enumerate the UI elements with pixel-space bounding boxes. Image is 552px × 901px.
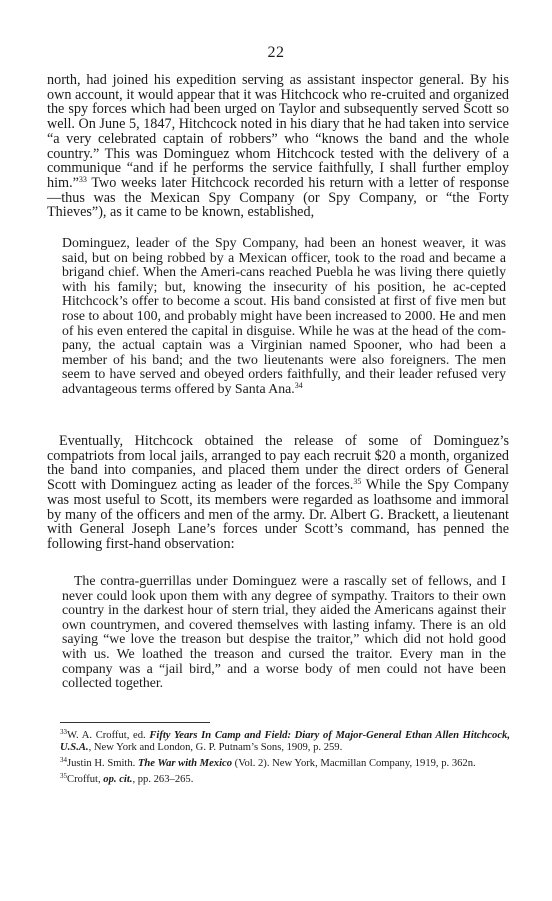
footnote-title: The War with Mexico — [137, 758, 233, 769]
footnote-text: (Vol. 2). New York, Macmillan Company, 1919, p. 362n. — [232, 758, 476, 769]
footnote-text: Justin H. Smith. — [67, 758, 138, 769]
footnote-rule — [60, 722, 210, 723]
footnote-title: Fifty Years In Camp and Field: Diary of Major-General Ethan Allen Hitchcock, U.S.A. — [60, 730, 511, 753]
paragraph-2 — [47, 434, 509, 552]
footnote-number: 33 — [60, 728, 67, 736]
paragraph-1-text: north, had joined his expedition serving as assistant inspector general. By his own account, it would appear that it was Hitchcock who re-cruited and organized the spy forces which had been urged on Taylor and subsequently served Scott so well. On June 5, 1847, Hitchcock noted in his diary that he had taken into service “a very celebrated captain of robbers” who “knows the band and the whole country.” This was Dominguez whom Hitchcock tested with the delivery of a communique “and if he performs the service faithfully, I shall further employ him.” — [47, 72, 509, 191]
footnote-text: , New York and London, G. P. Putnam’s Sons, 1909, p. 259. — [88, 742, 343, 753]
paragraph-2-text-b: While the Spy Company was most useful to Scott, its members were regarded as loathsome and immoral by many of the officers and men of the army. Dr. Albert G. Brackett, a lieutenant with General Joseph Lane’s forces under Scott’s command, has penned the following first-hand observation: — [47, 477, 509, 552]
footnote-34 — [60, 754, 510, 770]
footnote-35 — [60, 770, 510, 786]
paragraph-2-text-a: Eventually, Hitchcock obtained the release of some of Dominguez’s compatriots from local jails, arranged to pay each recruit $20 a month, organized the band into companies, and placed them under the direct orders of General Scott with Dominguez acting as leader of the forces. — [47, 433, 509, 494]
page-number: 22 — [267, 44, 285, 61]
footnote-33 — [60, 726, 510, 754]
block-quote-1-text: Dominguez, leader of the Spy Company, had been an honest weaver, it was said, but on being robbed by a Mexican officer, took to the road and became a brigand chief. When the Ameri-cans reached Puebla he was living there quietly with his family; but, knowing the insecurity of his position, he ac-cepted Hitchcock’s offer to become a scout. His band consisted at first of five men but rose to about 100, and probably might have been increased to 2000. He and men of his even entered the capital in disguise. While he was at the head of the com-pany, the actual captain was a Virginian named Spooner, who had been a member of his band; and the two lieutenants were also foreigners. The men seem to have served and obeyed orders faithfully, and their leader refused very advantageous terms offered by Santa Ana. — [62, 235, 506, 396]
footnote-ref-35: 35 — [353, 477, 362, 487]
footnote-text: W. A. Croffut, ed. — [67, 730, 150, 741]
footnote-ref-34: 34 — [294, 380, 303, 390]
block-quote-brackett: The contra-guerrillas under Dominguez were a rascally set of fellows, and I never could look upon them with any degree of sympathy. Traitors to their own country in the darkest hour of stern trial, they aided the Americans against their own countrymen, and covered themselves with lasting infamy. There is an old saying “we love the treason but despise the traitor,” which did not hold good with us. We loathed the treason and cursed the traitor. Every man in the company was a “jail bird,” and a worse body of men could not have been collected together. — [62, 573, 506, 691]
paragraph-1 — [47, 73, 509, 220]
block-quote-dominguez — [62, 236, 506, 397]
footnote-number: 35 — [60, 772, 67, 780]
footnote-ref-33: 33 — [78, 174, 87, 184]
footnote-title: op. cit. — [103, 774, 133, 785]
footnotes-list — [60, 726, 510, 786]
footnote-number: 34 — [60, 756, 67, 764]
paragraph-1-tail: Two weeks later Hitchcock recorded his return with a letter of response—thus was the Mexican Spy Company (or Spy Company, or “the Forty Thieves”), as it came to be known, established, — [47, 174, 509, 221]
footnote-text: , pp. 263–265. — [132, 774, 194, 785]
footnote-text: Croffut, — [67, 774, 104, 785]
